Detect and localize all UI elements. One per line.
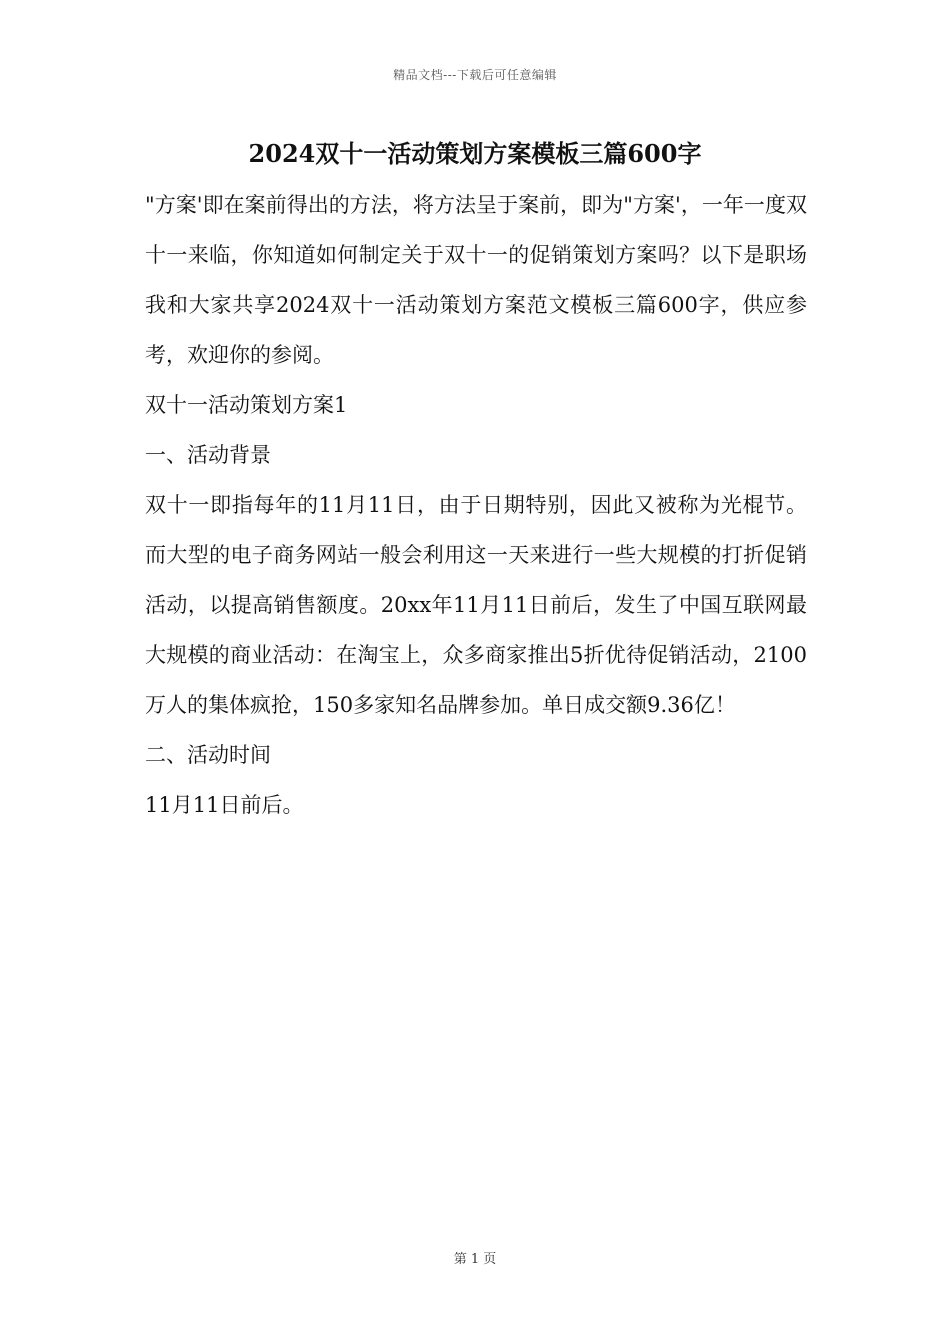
section-heading-plan-1: 双十一活动策划方案1: [145, 393, 348, 417]
intro-paragraph: "方案'即在案前得出的方法，将方法呈于案前，即为"方案'，一年一度双十一来临，你知道如何制定关于双十一的促销策划方案吗？以下是职场我和大家共享2024双十一活动策划方案范文模板三篇600字，供应参考，欢迎你的参阅。: [145, 193, 807, 367]
page-number: 第 1 页: [453, 1252, 497, 1267]
background-paragraph: 双十一即指每年的11月11日，由于日期特别，因此又被称为光棍节。而大型的电子商务网站一般会利用这一天来进行一些大规模的打折促销活动，以提高销售额度。20xx年11月11日前后，发生了中国互联网最大规模的商业活动：在淘宝上，众多商家推出5折优待促销活动，2100万人的集体疯抢，150多家知名品牌参加。单日成交额9.36亿！: [145, 493, 807, 717]
section-heading-background: 一、活动背景: [145, 443, 271, 467]
time-paragraph: 11月11日前后。: [145, 793, 304, 817]
document-body: [145, 180, 807, 830]
section-heading-time: 二、活动时间: [145, 743, 271, 767]
document-title: 2024双十一活动策划方案模板三篇600字: [248, 139, 702, 168]
page-header: 精品文档---下载后可任意编辑: [393, 68, 557, 82]
